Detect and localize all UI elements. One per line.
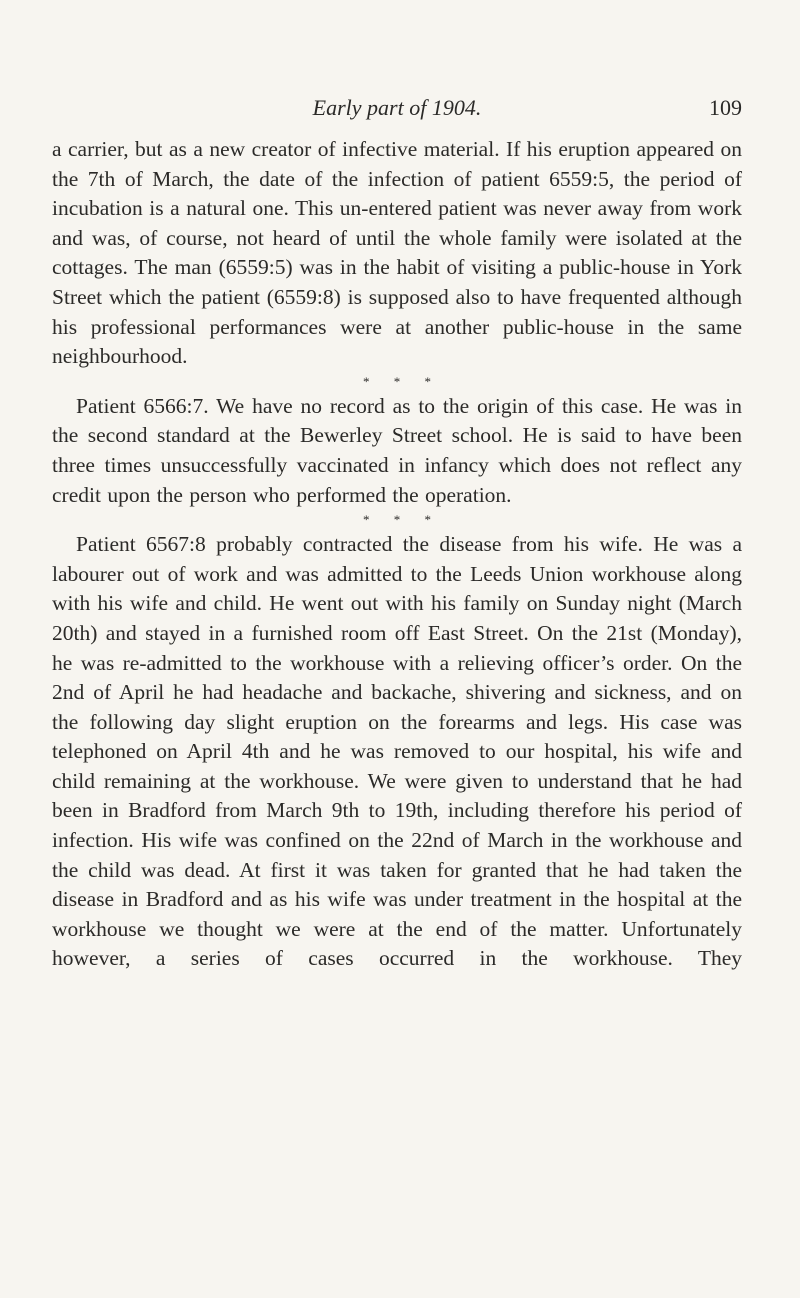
body-text (52, 135, 742, 974)
paragraph-2: Patient 6566:7. We have no record as to the origin of this case. He was in the second standard at the Bewerley Street school. He is said to have been three times unsuccessfully vaccinated in infancy which does not reflect any credit upon the person who performed the operation. (52, 393, 742, 507)
document-page (52, 95, 742, 974)
running-title: Early part of 1904. (312, 95, 482, 120)
paragraph-1: a carrier, but as a new creator of infective material. If his eruption appeared on the 7th of March, the date of the infection of patient 6559:5, the period of incubation is a natural one. This un-entered patient was never away from work and was, of course, not heard of until the whole family were isolated at the cottages. The man (6559:5) was in the habit of visiting a public-house in York Street which the patient (6559:8) is supposed also to have frequented although his professional performances were at another public-house in the same neighbourhood. (52, 137, 742, 369)
page-number: 109 (709, 95, 742, 120)
paragraph-3: Patient 6567:8 probably contracted the disease from his wife. He was a labourer out of work and was admitted to the Leeds Union workhouse along with his wife and child. He went out with his family on Sunday night (March 20th) and stayed in a furnished room off East Street. On the 21st (Monday), he was re-admitted to the workhouse with a relieving officer’s order. On the 2nd of April he had headache and backache, shivering and sickness, and on the following day slight eruption on the forearms and legs. His case was telephoned on April 4th and he was removed to our hospital, his wife and child remaining at the workhouse. We were given to understand that he had been in Bradford from March 9th to 19th, including therefore his period of infection. His wife was confined on the 22nd of March in the workhouse and the child was dead. At first it was taken for granted that he had taken the disease in Bradford and as his wife was under treatment in the hospital at the workhouse we thought we were at the end of the matter. Unfortunately however, a series of cases occurred in the workhouse. They (52, 532, 742, 971)
section-separator-1: * * * (363, 373, 441, 389)
running-header (52, 95, 742, 135)
section-separator-2: * * * (363, 512, 441, 528)
